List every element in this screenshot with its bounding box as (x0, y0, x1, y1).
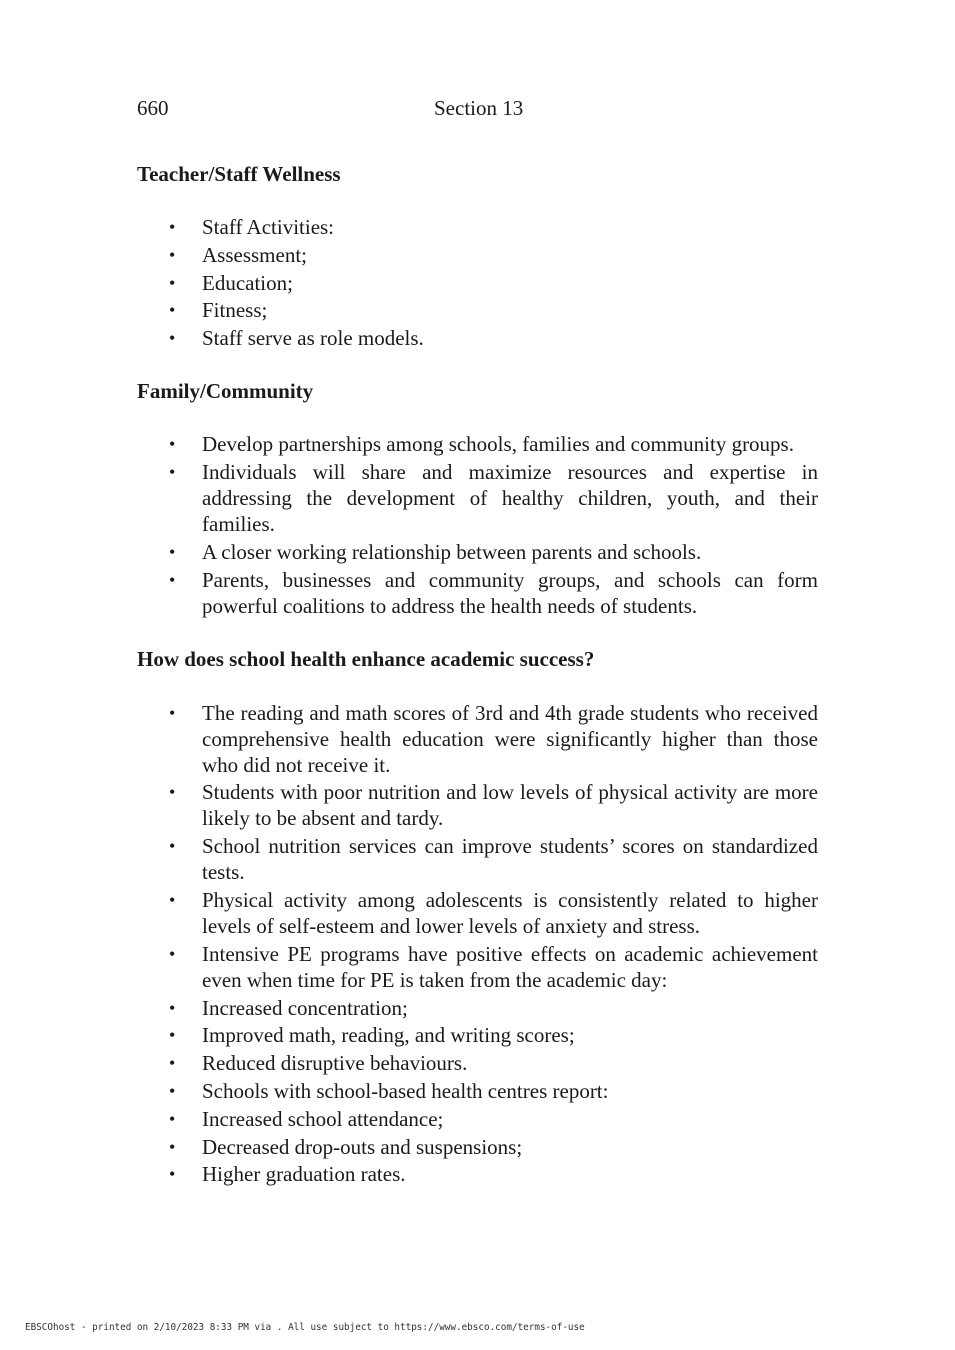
bullet-list-academic-success (137, 700, 818, 1188)
list-item (137, 700, 818, 778)
list-item-text: Parents, businesses and community groups, and schools can form powerful coalitions to address the health needs of students. (202, 567, 818, 618)
list-item (137, 941, 818, 993)
bullet-list-teacher-staff-wellness (137, 214, 818, 351)
list-item-text: Increased concentration; (202, 995, 408, 1020)
list-item (137, 887, 818, 939)
bullet-icon: • (169, 461, 176, 482)
list-item (137, 1134, 818, 1160)
bullet-icon: • (169, 300, 176, 321)
list-item (137, 1078, 818, 1104)
bullet-icon: • (169, 217, 176, 237)
bullet-icon: • (169, 1136, 176, 1157)
bullet-icon: • (169, 782, 176, 803)
list-item-text: Physical activity among adolescents is consistently related to higher levels of self-esteem and lower levels of anxiety and stress. (202, 887, 818, 938)
page-content (137, 161, 818, 1189)
list-item-text: Higher graduation rates. (202, 1162, 406, 1187)
list-item-text: Education; (202, 270, 293, 295)
list-item (137, 1050, 818, 1076)
list-item (137, 1161, 818, 1187)
bullet-icon: • (169, 1025, 176, 1046)
list-item (137, 459, 818, 537)
bullet-icon: • (169, 836, 176, 857)
section-heading-teacher-staff-wellness: Teacher/Staff Wellness (137, 162, 341, 186)
list-item-text: Intensive PE programs have positive effects on academic achievement even when time for PE is taken from the academic day: (202, 941, 818, 992)
list-item (137, 214, 818, 240)
list-item (137, 242, 818, 268)
list-item-text: Staff serve as role models. (202, 326, 424, 351)
list-item (137, 270, 818, 296)
list-item-text: Staff Activities: (202, 215, 335, 239)
list-item-text: A closer working relationship between parents and schools. (202, 539, 702, 564)
list-item-text: Increased school attendance; (202, 1106, 444, 1131)
list-item-text: Assessment; (202, 242, 307, 267)
list-item-text: Schools with school-based health centres report: (202, 1078, 609, 1103)
bullet-icon: • (169, 272, 176, 293)
list-item-text: Reduced disruptive behaviours. (202, 1051, 468, 1076)
page-number: 660 (137, 96, 169, 120)
list-item (137, 431, 818, 457)
list-item-text: Students with poor nutrition and low levels of physical activity are more likely to be absent and tardy. (202, 780, 818, 831)
list-item-text: Fitness; (202, 298, 268, 323)
bullet-icon: • (169, 889, 176, 910)
section-heading-family-community: Family/Community (137, 379, 314, 404)
bullet-icon: • (169, 569, 176, 590)
list-item-text: School nutrition services can improve students’ scores on standardized tests. (202, 834, 818, 885)
list-item-text: Improved math, reading, and writing scores; (202, 1023, 575, 1048)
list-item (137, 833, 818, 885)
list-item (137, 1106, 818, 1132)
list-item (137, 1022, 818, 1048)
bullet-icon: • (169, 328, 176, 349)
list-item (137, 779, 818, 831)
bullet-icon: • (169, 1053, 176, 1074)
list-item-text: Decreased drop-outs and suspensions; (202, 1134, 523, 1159)
bullet-icon: • (169, 997, 176, 1018)
bullet-icon: • (169, 541, 176, 562)
bullet-icon: • (169, 434, 176, 455)
bullet-icon: • (169, 702, 176, 723)
bullet-icon: • (169, 1164, 176, 1185)
list-item (137, 539, 818, 565)
bullet-icon: • (169, 1108, 176, 1129)
bullet-icon: • (169, 943, 176, 964)
list-item-text: Individuals will share and maximize resources and expertise in addressing the development of healthy children, youth, and their families. (202, 459, 818, 536)
list-item-text: Develop partnerships among schools, families and community groups. (202, 432, 794, 457)
list-item-text: The reading and math scores of 3rd and 4th grade students who received comprehensive health education were significantly higher than those who did not receive it. (202, 700, 818, 777)
bullet-list-family-community (137, 431, 818, 618)
list-item (137, 297, 818, 323)
list-item (137, 567, 818, 619)
bullet-icon: • (169, 1080, 176, 1101)
bullet-icon: • (169, 244, 176, 265)
running-head: Section 13 (434, 96, 524, 120)
list-item (137, 995, 818, 1021)
section-heading-academic-success: How does school health enhance academic success? (137, 646, 595, 671)
list-item (137, 325, 818, 351)
footer-print-notice: EBSCOhost - printed on 2/10/2023 8:33 PM via . All use subject to https://www.ebsco.com/terms-of-use (25, 1322, 585, 1333)
